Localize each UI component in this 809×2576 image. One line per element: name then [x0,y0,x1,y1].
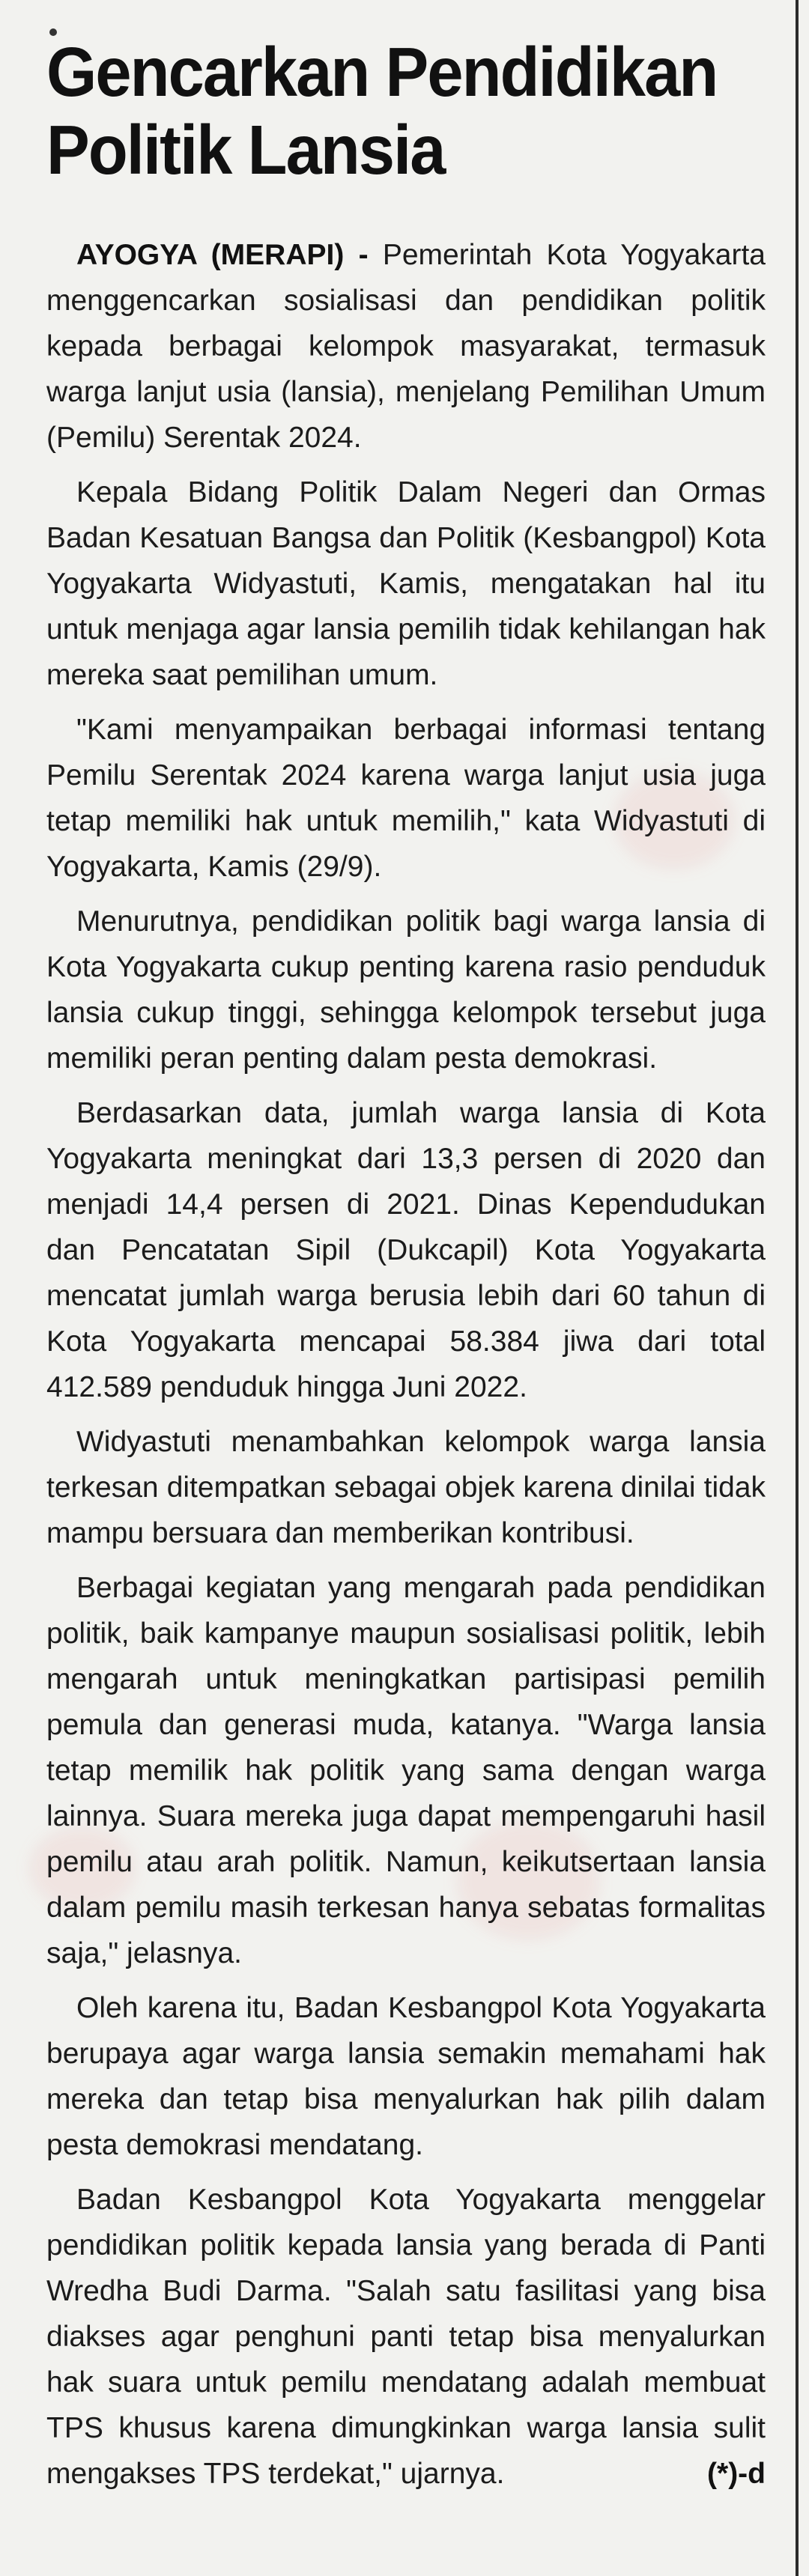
author-signoff: (*)-d [707,2458,766,2490]
article-body [46,232,766,2497]
article-paragraph-2: Kepala Bidang Politik Dalam Negeri dan Ormas Badan Kesatuan Bangsa dan Politik (Kesbangpol) Kota Yogyakarta Widyastuti, Kamis, mengatakan hal itu untuk menjaga agar lansia pemilih tidak kehilangan hak mereka saat pemilihan umum. [46,476,766,691]
article-paragraph-3: "Kami menyampaikan berbagai informasi tentang Pemilu Serentak 2024 karena warga lanjut usia juga tetap memiliki hak untuk memilih," kata Widyastuti di Yogyakarta, Kamis (29/9). [46,714,766,883]
article-paragraph-7: Berbagai kegiatan yang mengarah pada pendidikan politik, baik kampanye maupun sosialisasi politik, lebih mengarah untuk meningkatkan partisipasi pemilih pemula dan generasi muda, katanya. "Warga lansia tetap memilik hak politik yang sama dengan warga lainnya. Suara mereka juga dapat mempengaruhi hasil pemilu atau arah politik. Namun, keikutsertaan lansia dalam pemilu masih terkesan hanya sebatas formalitas saja," jelasnya. [46,1572,766,1969]
article-paragraph-1 [46,232,766,461]
news-article [46,33,766,2506]
paragraph-text: Pemerintah Kota Yogyakarta menggencarkan sosialisasi dan pendidikan politik kepada berbagai kelompok masyarakat, termasuk warga lanjut usia (lansia), menjelang Pemilihan Umum (Pemilu) Serentak 2024. [46,239,766,454]
article-paragraph-9 [46,2177,766,2497]
article-paragraph-6: Widyastuti menambahkan kelompok warga lansia terkesan ditempatkan sebagai objek karena dinilai tidak mampu bersuara dan memberikan kontribusi. [46,1426,766,1549]
paragraph-text: Badan Kesbangpol Kota Yogyakarta menggelar pendidikan politik kepada lansia yang berada di Panti Wredha Budi Darma. "Salah satu fasilitasi yang bisa diakses agar penghuni panti tetap bisa menyalurkan hak suara untuk pemilu mendatang adalah membuat TPS khusus karena dimungkinkan warga lansia sulit mengakses TPS terdekat," ujarnya. [46,2184,766,2490]
column-divider [796,0,799,2576]
article-paragraph-5: Berdasarkan data, jumlah warga lansia di Kota Yogyakarta meningkat dari 13,3 persen di 2020 dan menjadi 14,4 persen di 2021. Dinas Kependudukan dan Pencatatan Sipil (Dukcapil) Kota Yogyakarta mencatat jumlah warga berusia lebih dari 60 tahun di Kota Yogyakarta mencapai 58.384 jiwa dari total 412.589 penduduk hingga Juni 2022. [46,1097,766,1403]
article-headline [46,33,743,189]
headline-line-2: Politik Lansia [46,111,445,189]
dateline: AYOGYA (MERAPI) - [76,239,369,271]
article-paragraph-8: Oleh karena itu, Badan Kesbangpol Kota Yogyakarta berupaya agar warga lansia semakin memahami hak mereka dan tetap bisa menyalurkan hak pilih dalam pesta demokrasi mendatang. [46,1992,766,2161]
headline-line-1: Gencarkan Pendidikan [46,33,718,111]
article-paragraph-4: Menurutnya, pendidikan politik bagi warga lansia di Kota Yogyakarta cukup penting karena rasio penduduk lansia cukup tinggi, sehingga kelompok tersebut juga memiliki peran penting dalam pesta demokrasi. [46,905,766,1075]
